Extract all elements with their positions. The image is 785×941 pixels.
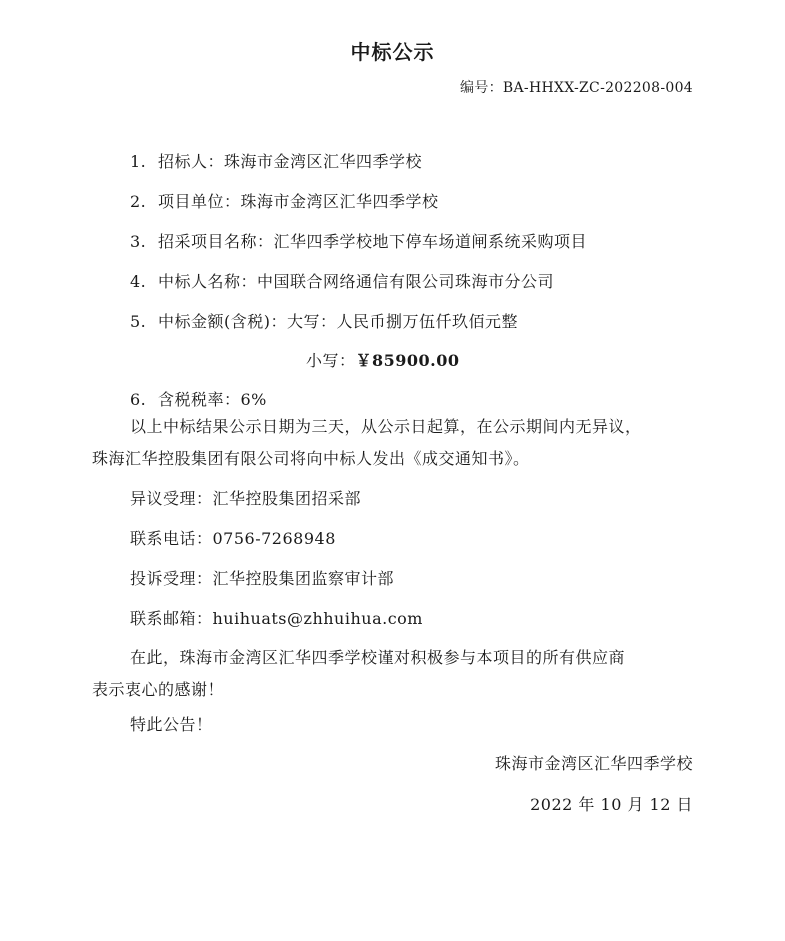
list-item-number: 2. [130, 192, 147, 211]
small-amount-label: 小写： [306, 351, 356, 370]
thanks-line-2: 表示衷心的感谢！ [92, 680, 225, 699]
list-item-text: 项目单位：珠海市金湾区汇华四季学校 [158, 192, 439, 211]
date: 2022 年 10 月 12 日 [530, 795, 693, 814]
closing-text: 特此公告！ [130, 715, 213, 734]
page-title: 中标公示 [350, 40, 435, 64]
list-item-text: 招采项目名称：汇华四季学校地下停车场道闸系统采购项目 [158, 232, 588, 251]
list-item-text: 招标人：珠海市金湾区汇华四季学校 [158, 152, 423, 171]
email-contact: 联系邮箱：huihuats@zhhuihua.com [130, 609, 423, 628]
list-item-number: 3. [130, 232, 147, 251]
complaint-contact: 投诉受理：汇华控股集团监察审计部 [130, 569, 395, 588]
announcement-line-2: 珠海汇华控股集团有限公司将向中标人发出《成交通知书》。 [92, 449, 530, 468]
list-item-text: 含税税率：6% [158, 390, 267, 409]
phone-contact: 联系电话：0756-7268948 [130, 529, 336, 548]
list-item-number: 1. [130, 152, 147, 171]
signature: 珠海市金湾区汇华四季学校 [494, 754, 693, 773]
list-item-text: 中标人名称：中国联合网络通信有限公司珠海市分公司 [158, 272, 555, 291]
list-item-project-name [130, 229, 587, 252]
announcement-line-1: 以上中标结果公示日期为三天，从公示日起算，在公示期间内无异议， [130, 417, 642, 436]
list-item-winner [130, 269, 554, 292]
small-amount-value: ￥85900.00 [355, 351, 460, 370]
list-item-number: 5. [130, 312, 147, 331]
list-item-project-unit [130, 189, 439, 212]
list-item-number: 4. [130, 272, 147, 291]
list-item-text: 中标金额(含税)：大写：人民币捌万伍仟玖佰元整 [158, 312, 518, 331]
thanks-line-1: 在此，珠海市金湾区汇华四季学校谨对积极参与本项目的所有供应商 [130, 648, 626, 667]
list-item-number: 6. [130, 390, 147, 409]
list-item-tenderer [130, 149, 422, 172]
list-item-amount [130, 309, 518, 332]
objection-contact: 异议受理：汇华控股集团招采部 [130, 489, 362, 508]
small-amount-line [306, 348, 460, 371]
list-item-tax-rate [130, 387, 267, 410]
document-number: 编号：BA-HHXX-ZC-202208-004 [460, 80, 693, 96]
